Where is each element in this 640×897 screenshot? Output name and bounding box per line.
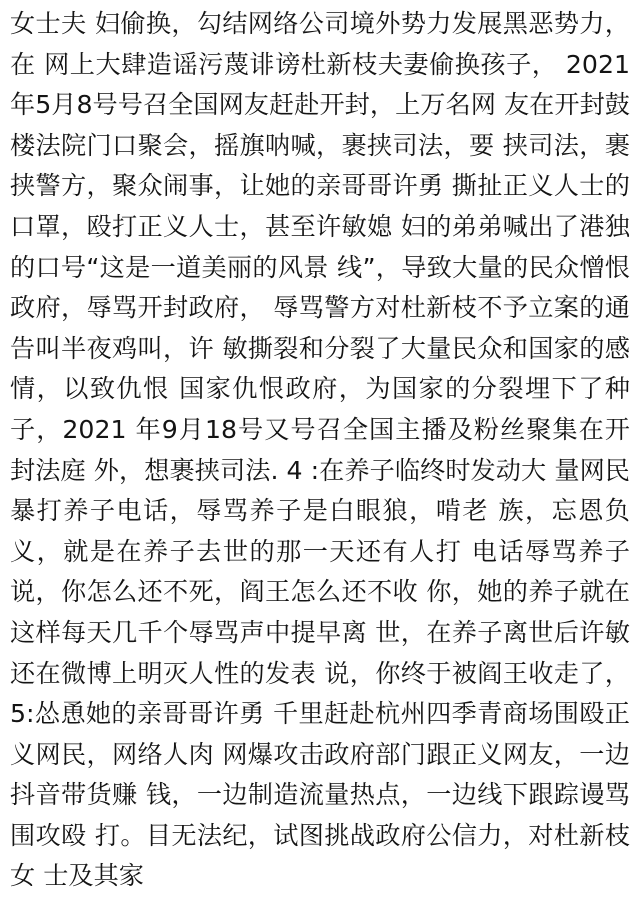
document-body-text: 女士夫 妇偷换，勾结网络公司境外势力发展黑恶势力，在 网上大肆造谣污蔑诽谤杜新枝夫妻偷换孩子， 2021年5月8号号召全国网友赶赴开封，上万名网 友在开封鼓楼法院门口聚会，摇旗呐喊，裹挟司法，要 挟司法，裹挟警方，聚众闹事，让她的亲哥哥许勇 撕扯正义人士的口罩，殴打正义人士，甚至许敏媳 妇的弟弟喊出了港独的口号“这是一道美丽的风景 线”，导致大量的民众憎恨政府，辱骂开封政府， 辱骂警方对杜新枝不予立案的通告叫半夜鸡叫，许 敏撕裂和分裂了大量民众和国家的感情，以致仇恨 国家仇恨政府，为国家的分裂埋下了种子，2021 年9月18号又号召全国主播及粉丝聚集在开封法庭 外，想裹挟司法. 4 :在养子临终时发动大 量网民暴打养子电话，辱骂养子是白眼狼，啃老 族，忘恩负义，就是在养子去世的那一天还有人打 电话辱骂养子说，你怎么还不死，阎王怎么还不收 你，她的养子就在这样每天几千个辱骂声中提早离 世，在养子离世后许敏还在微博上明灭人性的发表 说，你终于被阎王收走了，5:怂恿她的亲哥哥许勇 千里赶赴杭州四季青商场围殴正义网民，网络人肉 网爆攻击政府部门跟正义网友，一边抖音带货赚 钱，一边制造流量热点，一边线下跟踪谩骂围攻殴 打。目无法纪，试图挑战政府公信力，对杜新枝女 士及其家 <box>10 9 630 891</box>
